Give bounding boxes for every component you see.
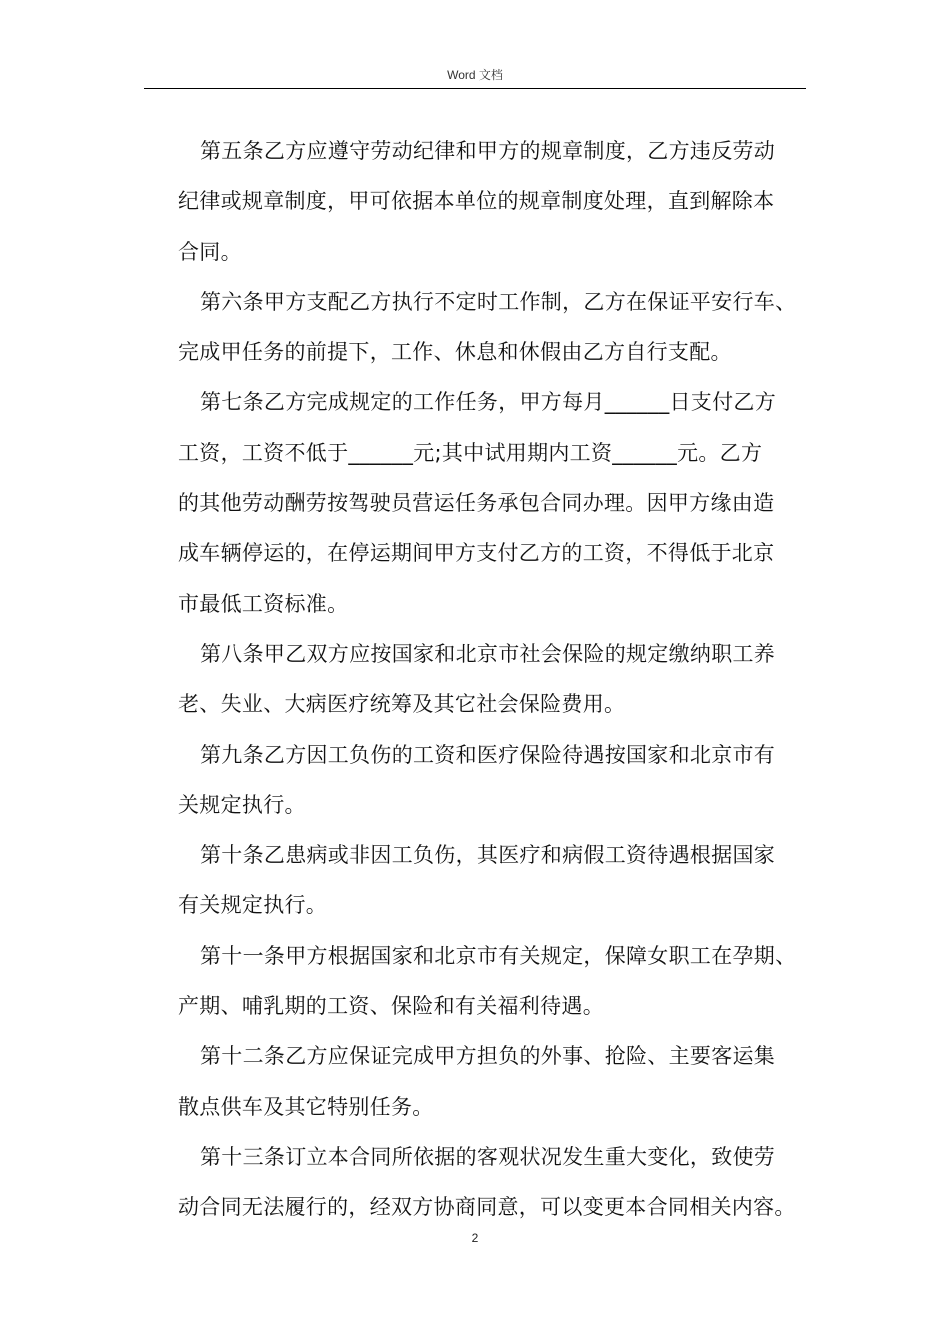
page-number: 2 xyxy=(471,1231,479,1245)
text-line: 第九条乙方因工负伤的工资和医疗保险待遇按国家和北京市有 xyxy=(200,742,776,767)
text-line: 的其他劳动酬劳按驾驶员营运任务承包合同办理。因甲方缘由造 xyxy=(178,491,775,516)
document-body xyxy=(178,126,813,1233)
header-divider xyxy=(144,88,806,89)
text-line: 工资，工资不低于______元;其中试用期内工资______元。乙方 xyxy=(178,440,763,465)
text-line: 合同。 xyxy=(178,239,242,264)
header-title: Word 文档 xyxy=(447,68,503,82)
text-line: 散点供车及其它特别任务。 xyxy=(178,1094,434,1119)
text-line: 第七条乙方完成规定的工作任务，甲方每月______日支付乙方 xyxy=(200,390,776,415)
text-line: 完成甲任务的前提下，工作、休息和休假由乙方自行支配。 xyxy=(178,340,732,365)
text-line: 产期、哺乳期的工资、保险和有关福利待遇。 xyxy=(178,994,604,1019)
text-line: 第六条甲方支配乙方执行不定时工作制，乙方在保证平安行车、 xyxy=(200,289,797,314)
text-line: 市最低工资标准。 xyxy=(178,591,349,616)
text-line: 关规定执行。 xyxy=(178,792,306,817)
text-line: 第十条乙患病或非因工负伤，其医疗和病假工资待遇根据国家 xyxy=(200,843,776,868)
text-line: 老、失业、大病医疗统筹及其它社会保险费用。 xyxy=(178,692,626,717)
text-line: 第十一条甲方根据国家和北京市有关规定，保障女职工在孕期、 xyxy=(200,943,797,968)
text-line: 纪律或规章制度，甲可依据本单位的规章制度处理，直到解除本 xyxy=(178,189,775,214)
text-line: 第五条乙方应遵守劳动纪律和甲方的规章制度，乙方违反劳动 xyxy=(200,139,776,163)
text-line: 第八条甲乙双方应按国家和北京市社会保险的规定缴纳职工养 xyxy=(200,641,776,666)
text-line: 成车辆停运的，在停运期间甲方支付乙方的工资，不得低于北京 xyxy=(178,541,775,566)
text-line: 第十二条乙方应保证完成甲方担负的外事、抢险、主要客运集 xyxy=(200,1044,776,1069)
text-line: 动合同无法履行的，经双方协商同意，可以变更本合同相关内容。 xyxy=(178,1195,796,1220)
text-line: 有关规定执行。 xyxy=(178,893,328,918)
text-line: 第十三条订立本合同所依据的客观状况发生重大变化，致使劳 xyxy=(200,1144,776,1169)
